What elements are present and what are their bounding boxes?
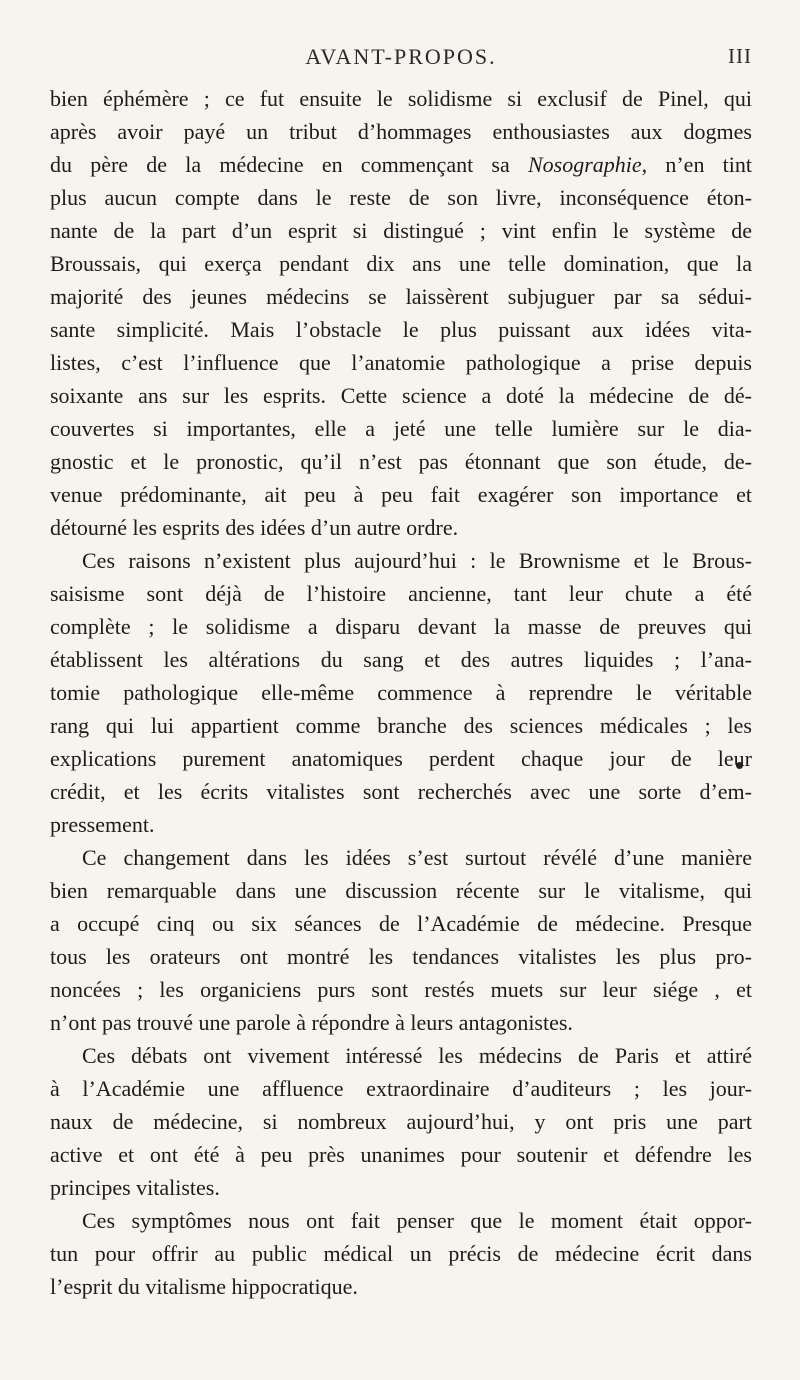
text-line: à l’Académie une affluence extraordinaire d’auditeurs ; les jour- [50,1076,752,1101]
text-line-with-emphasis [50,148,752,181]
text-line: n’ont pas trouvé une parole à répondre à leurs antagonistes. [50,1010,573,1035]
text-line: crédit, et les écrits vitalistes sont recherchés avec une sorte d’em- [50,779,752,804]
text-line: Ces symptômes nous ont fait penser que le moment était oppor- [82,1208,752,1233]
text-line: Ces raisons n’existent plus aujourd’hui : le Brownisme et le Brous- [82,548,752,573]
text-line: plus aucun compte dans le reste de son livre, inconséquence éton- [50,185,752,210]
text-line: listes, c’est l’influence que l’anatomie pathologique a prise depuis [50,350,752,375]
text-line: active et ont été à peu près unanimes pour soutenir et défendre les [50,1142,752,1167]
text-line: naux de médecine, si nombreux aujourd’hui, y ont pris une part [50,1109,752,1134]
text-line: sante simplicité. Mais l’obstacle le plus puissant aux idées vita- [50,317,752,342]
text-line: gnostic et le pronostic, qu’il n’est pas étonnant que son étude, de- [50,449,752,474]
body-text [50,82,752,1303]
text-line-part: , n’en tint [641,152,752,177]
text-line: établissent les altérations du sang et des autres liquides ; l’ana- [50,647,752,672]
text-line: bien éphémère ; ce fut ensuite le solidisme si exclusif de Pinel, qui [50,86,752,111]
text-line: pressement. [50,812,155,837]
text-line: rang qui lui appartient comme branche des sciences médicales ; les [50,713,752,738]
text-line: soixante ans sur les esprits. Cette science a doté la médecine de dé- [50,383,752,408]
text-line-part: du père de la médecine en commençant sa [50,152,510,177]
page-header [50,44,752,74]
paragraph-4 [50,1039,752,1204]
text-line: explications purement anatomiques perdent chaque jour de leur [50,746,752,771]
book-title-emphasis: Nosographie [527,152,642,177]
text-line: tun pour offrir au public médical un précis de médecine écrit dans [50,1241,752,1266]
text-line: majorité des jeunes médecins se laissèrent subjuguer par sa sédui- [50,284,752,309]
text-line: détourné les esprits des idées d’un autre ordre. [50,515,459,540]
text-line: bien remarquable dans une discussion récente sur le vitalisme, qui [50,878,752,903]
paragraph-3 [50,841,752,1039]
text-line: Ces débats ont vivement intéressé les médecins de Paris et attiré [82,1043,752,1068]
text-line: venue prédominante, ait peu à peu fait exagérer son importance et [50,482,752,507]
text-line: principes vitalistes. [50,1175,220,1200]
text-line: complète ; le solidisme a disparu devant la masse de preuves qui [50,614,752,639]
text-line: Broussais, qui exerça pendant dix ans une telle domination, que la [50,251,752,276]
paragraph-5 [50,1204,752,1303]
text-line: noncées ; les organiciens purs sont restés muets sur leur siége , et [50,977,752,1002]
text-line: tomie pathologique elle-même commence à reprendre le véritable [50,680,752,705]
paragraph-1 [50,82,752,544]
text-line: après avoir payé un tribut d’hommages enthousiastes aux dogmes [50,119,752,144]
text-line: nante de la part d’un esprit si distingué ; vint enfin le système de [50,218,752,243]
text-line: a occupé cinq ou six séances de l’Académie de médecine. Presque [50,911,752,936]
text-line: l’esprit du vitalisme hippocratique. [50,1274,358,1299]
text-line: couvertes si importantes, elle a jeté une telle lumière sur le dia- [50,416,752,441]
page-number: III [728,44,752,68]
paragraph-2 [50,544,752,841]
text-line: Ce changement dans les idées s’est surtout révélé d’une manière [82,845,752,870]
text-line: saisisme sont déjà de l’histoire ancienne, tant leur chute a été [50,581,752,606]
text-line: tous les orateurs ont montré les tendances vitalistes les plus pro- [50,944,752,969]
running-title: AVANT-PROPOS. [305,44,497,69]
